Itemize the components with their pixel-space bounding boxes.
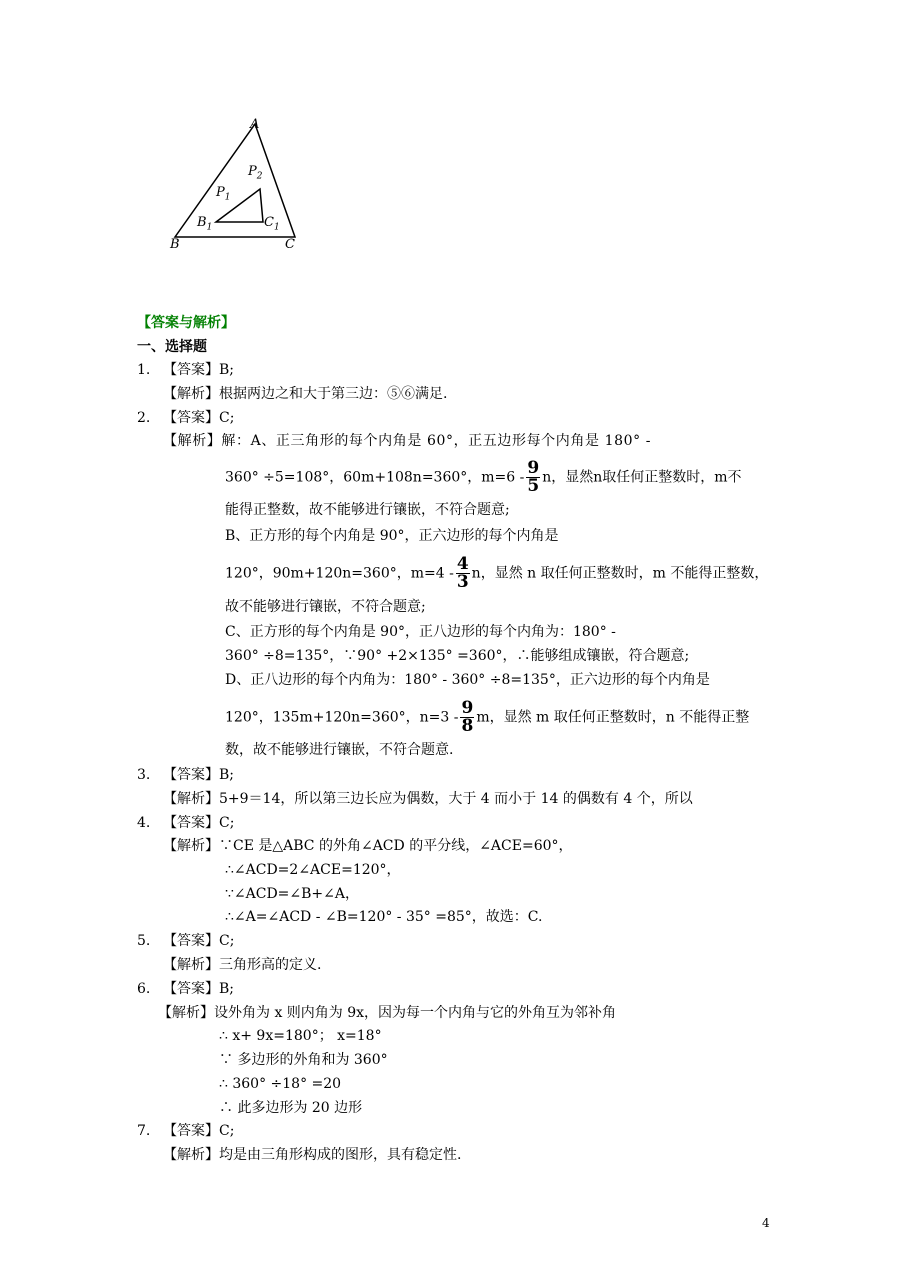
item-2-analysis-line-1: 【解析】解：A、正三角形的每个内角是 60°，正五边形每个内角是 180° - [163, 433, 652, 449]
item-6-analysis-line-1: 【解析】设外角为 x 则内角为 9x，因为每一个内角与它的外角互为邻补角 [158, 1005, 617, 1021]
item-4-line-3: ∵∠ACD=∠B+∠A， [225, 886, 360, 902]
item-2-line-2: 360° ÷5=108°，60m+108n=360°，m=6 - $\frac{9}{5}$ n，显然n取任何正整数时，m不 [225, 458, 742, 496]
item-4-line-4: ∴∠A=∠ACD - ∠B=120° - 35° =85°，故选：C. [225, 909, 543, 925]
fraction-9-8: $\frac{9}{8}$ [461, 698, 474, 736]
label-b: B [170, 237, 180, 252]
item-5-number: 5. [137, 933, 151, 949]
item-6-line-5: ∴ 此多边形为 20 边形 [219, 1100, 363, 1116]
item-2-line-6: 故不能够进行镶嵌，不符合题意; [225, 599, 426, 615]
item-2-line-8: 360° ÷8=135°，∵90° +2×135° =360°，∴能够组成镶嵌，符合题意; [225, 648, 690, 664]
item-2-line-5: 120°，90m+120n=360°，m=4 - $\frac{4}{3}$ n，显然 n 取任何正整数时，m 不能得正整数， [225, 554, 769, 592]
item-3-number: 3. [137, 767, 151, 783]
item-2-number: 2. [137, 410, 151, 426]
item-4-analysis-line-1: 【解析】∵CE 是△ABC 的外角∠ACD 的平分线，∠ACE=60°， [163, 838, 573, 854]
fraction-4-3: $\frac{4}{3}$ [456, 554, 469, 592]
label-p1: $P_1$ [216, 185, 231, 203]
item-6-line-4: ∴ 360° ÷18° =20 [219, 1076, 342, 1092]
page-number: 4 [762, 1216, 770, 1230]
item-7-analysis: 【解析】均是由三角形构成的图形，具有稳定性. [163, 1147, 462, 1163]
item-2-line-10: 120°，135m+120n=360°，n=3 - $\frac{9}{8}$ m，显然 m 取任何正整数时，n 不能得正整 [225, 698, 750, 736]
item-6-line-2: ∴ x+ 9x=180°； x=18° [219, 1028, 382, 1044]
item-6-number: 6. [137, 981, 151, 997]
item-6-line-3: ∵ 多边形的外角和为 360° [219, 1052, 388, 1068]
label-b1: $B_1$ [197, 215, 213, 233]
item-2-answer: 【答案】C; [163, 410, 235, 426]
item-2-line-3: 能得正整数，故不能够进行镶嵌，不符合题意; [225, 502, 510, 518]
label-a: A [250, 117, 260, 132]
fraction-9-5: $\frac{9}{5}$ [527, 458, 540, 496]
item-1-answer: 【答案】B; [163, 362, 235, 378]
label-c1: $C_1$ [264, 215, 280, 233]
item-2-line-4: B、正方形的每个内角是 90°，正六边形的每个内角是 [225, 528, 559, 544]
item-1-analysis: 【解析】根据两边之和大于第三边：⑤⑥满足. [163, 386, 448, 402]
item-5-answer: 【答案】C; [163, 933, 235, 949]
item-5-analysis: 【解析】三角形高的定义. [163, 957, 322, 973]
item-4-line-2: ∴∠ACD=2∠ACE=120°， [225, 862, 401, 878]
item-2-line-7: C、正方形的每个内角是 90°，正八边形的每个内角为：180° - [225, 624, 616, 640]
item-3-analysis: 【解析】5+9＝14，所以第三边长应为偶数，大于 4 而小于 14 的偶数有 4 个，所以 [163, 791, 693, 807]
section-title: 【答案与解析】 [137, 315, 235, 331]
item-6-answer: 【答案】B; [163, 981, 235, 997]
item-2-line-11: 数，故不能够进行镶嵌，不符合题意. [225, 742, 454, 758]
item-3-answer: 【答案】B; [163, 767, 235, 783]
item-7-number: 7. [137, 1123, 151, 1139]
item-7-answer: 【答案】C; [163, 1123, 235, 1139]
item-1-number: 1. [137, 362, 151, 378]
item-4-number: 4. [137, 815, 151, 831]
item-2-line-9: D、正八边形的每个内角为：180° - 360° ÷8=135°，正六边形的每个内角是 [225, 672, 710, 688]
label-c: C [285, 237, 295, 252]
label-p2: $P_2$ [248, 164, 263, 182]
item-4-answer: 【答案】C; [163, 815, 235, 831]
part-title: 一、选择题 [137, 339, 207, 355]
